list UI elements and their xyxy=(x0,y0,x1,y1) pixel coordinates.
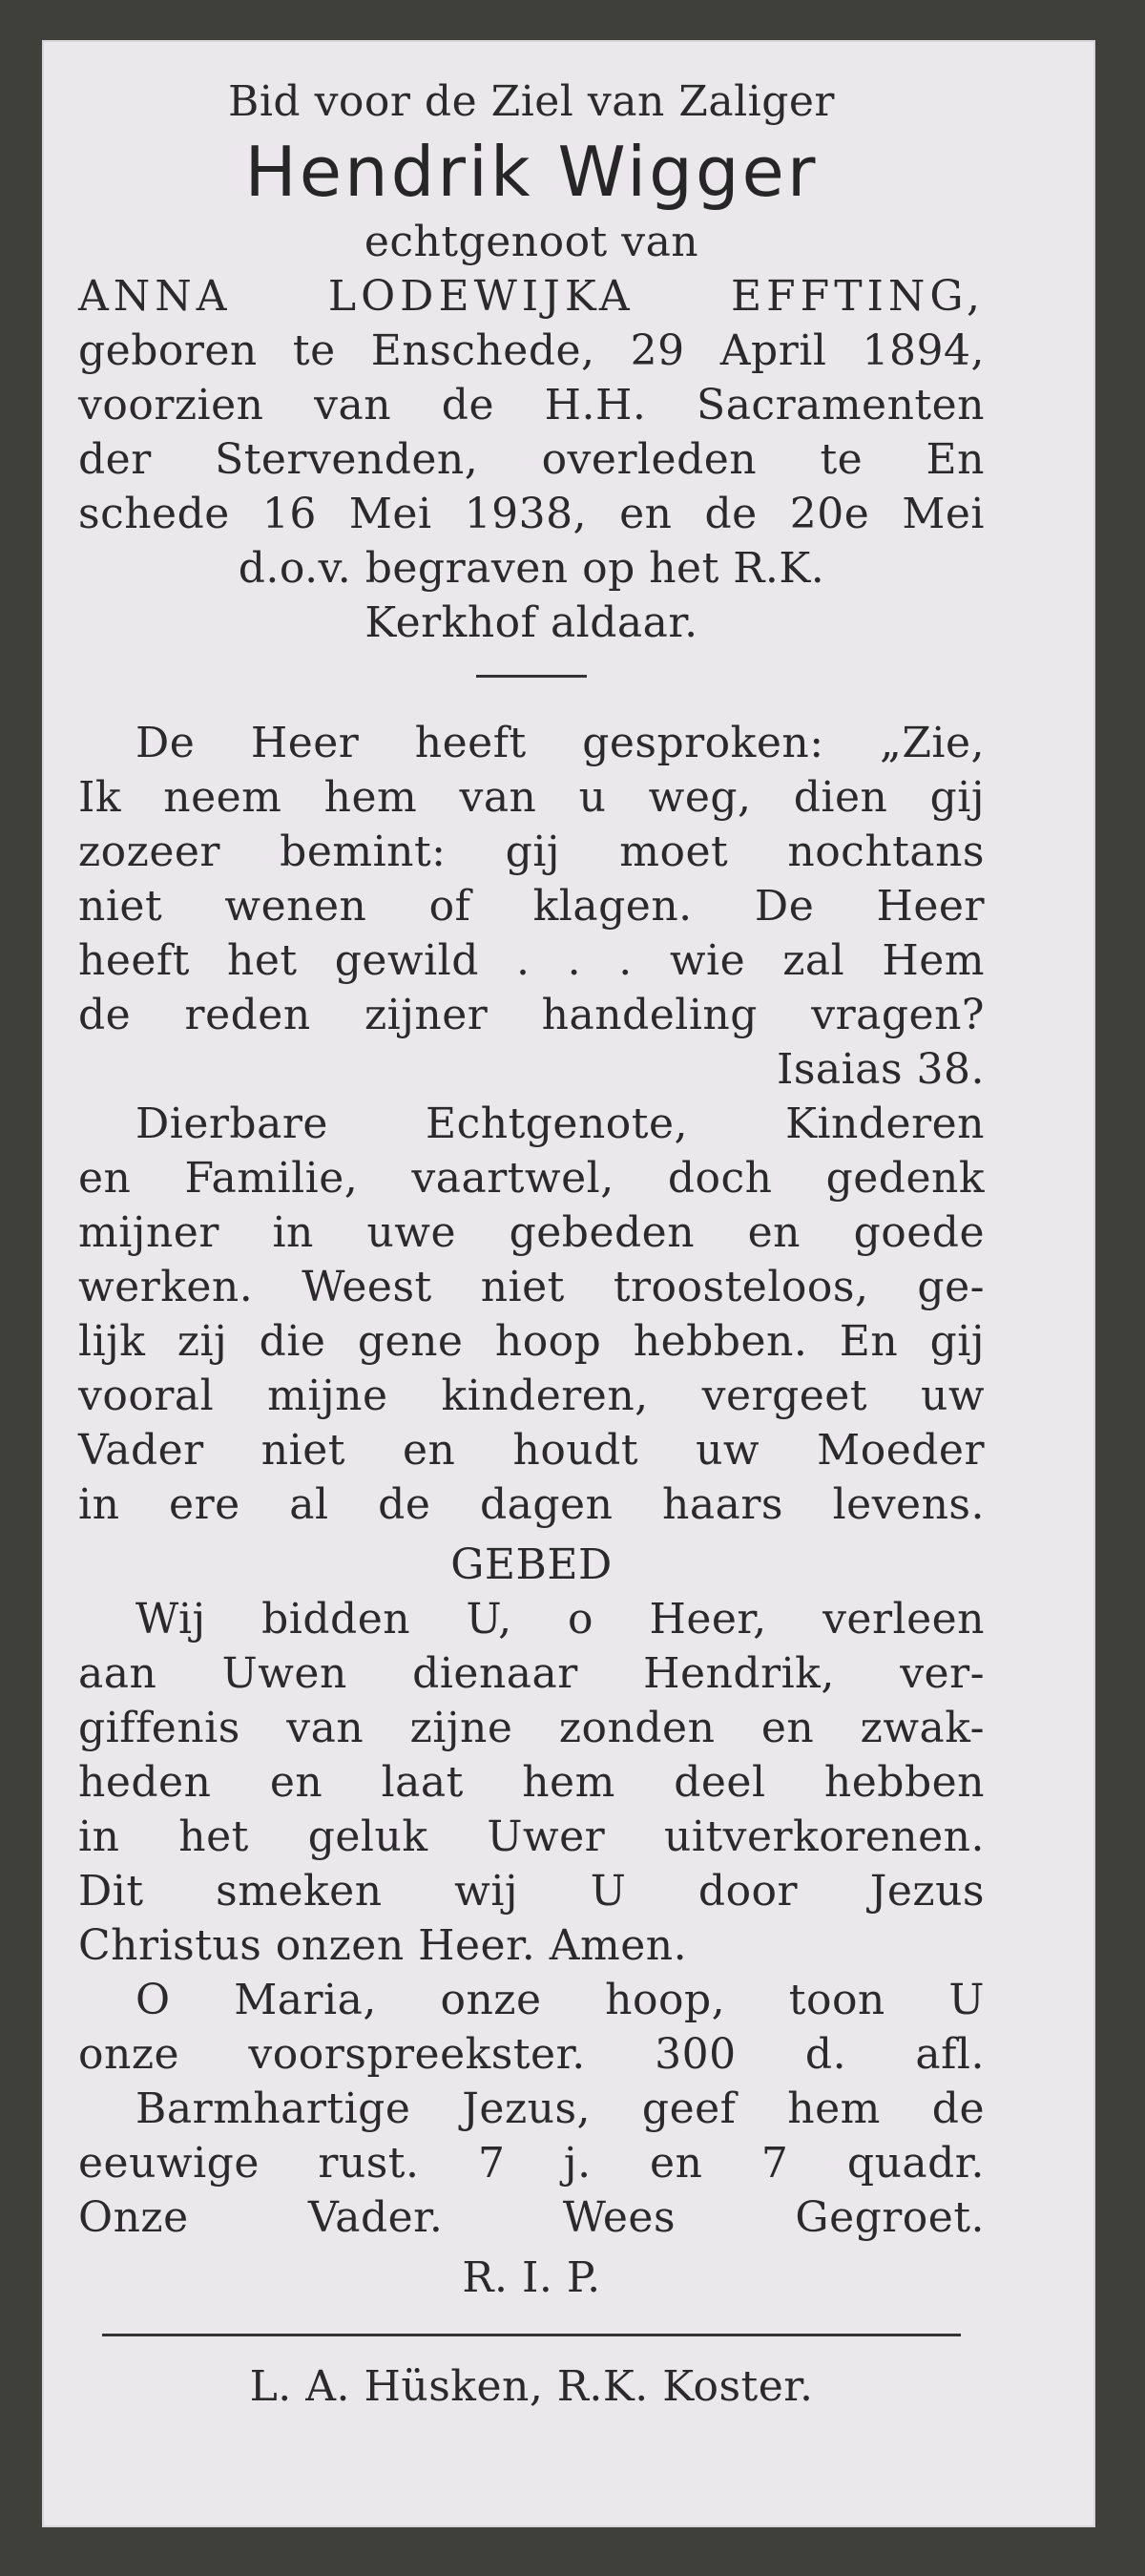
divider-short xyxy=(476,675,587,678)
card-text xyxy=(78,74,985,2414)
prayer-line: Wij bidden U, o Heer, verleen xyxy=(135,1595,985,1644)
farewell-line: werken. Weest niet troosteloos, ge- xyxy=(78,1263,985,1311)
rip-text: R. I. P. xyxy=(462,2253,601,2302)
intro-line: voorzien van de H.H. Sacramenten xyxy=(78,381,985,429)
invocation-line: onze voorspreekster. 300 d. afl. xyxy=(78,2030,985,2079)
prayer-line: Dit smeken wij U door Jezus xyxy=(78,1867,985,1916)
quote-line: heeft het gewild . . . wie zal Hem xyxy=(78,936,985,985)
intro-line: echtgenoot van xyxy=(364,218,699,266)
card-header: Bid voor de Ziel van Zaliger xyxy=(228,77,835,126)
printer-credit: L. A. Hüsken, R.K. Koster. xyxy=(249,2362,814,2411)
farewell-line: Vader niet en houdt uw Moeder xyxy=(78,1426,985,1475)
invocation-line: Barmhartige Jezus, geef hem de xyxy=(135,2084,985,2133)
prayer-line: in het geluk Uwer uitverkorenen. xyxy=(78,1812,985,1861)
quote-line: zozeer bemint: gij moet nochtans xyxy=(78,827,985,876)
quote-line: de reden zijner handeling vragen? xyxy=(78,991,985,1039)
farewell-line: lijk zij die gene hoop hebben. En gij xyxy=(78,1317,985,1366)
intro-line: geboren te Enschede, 29 April 1894, xyxy=(78,326,985,375)
farewell-line: en Familie, vaartwel, doch gedenk xyxy=(78,1154,985,1203)
farewell-line: mijner in uwe gebeden en goede xyxy=(78,1208,985,1257)
intro-line: Kerkhof aldaar. xyxy=(364,598,698,647)
divider-long xyxy=(102,2334,961,2336)
farewell-line: vooral mijne kinderen, vergeet uw xyxy=(78,1372,985,1420)
intro-line: der Stervenden, overleden te En xyxy=(78,435,985,484)
spouse-name: ANNA LODEWIJKA EFFTING, xyxy=(78,272,985,321)
invocation-line: O Maria, onze hoop, toon U xyxy=(135,1976,985,2024)
farewell-line: in ere al de dagen haars levens. xyxy=(78,1480,985,1529)
invocation-line: eeuwige rust. 7 j. en 7 quadr. xyxy=(78,2139,985,2188)
prayer-title: GEBED xyxy=(450,1540,613,1589)
farewell-line: Dierbare Echtgenote, Kinderen xyxy=(135,1100,985,1148)
deceased-name: Hendrik Wigger xyxy=(244,132,819,212)
quote-line: Ik neem hem van u weg, dien gij xyxy=(78,773,985,822)
prayer-line: Christus onzen Heer. Amen. xyxy=(78,1921,688,1970)
prayer-line: giffenis van zijne zonden en zwak- xyxy=(78,1704,985,1752)
intro-line: d.o.v. begraven op het R.K. xyxy=(238,544,825,593)
quote-source: Isaias 38. xyxy=(776,1045,985,1094)
prayer-line: aan Uwen dienaar Hendrik, ver- xyxy=(78,1649,985,1698)
intro-line: schede 16 Mei 1938, en de 20e Mei xyxy=(78,490,985,538)
prayer-line: heden en laat hem deel hebben xyxy=(78,1758,985,1807)
invocation-line: Onze Vader. Wees Gegroet. xyxy=(78,2193,985,2242)
quote-line: niet wenen of klagen. De Heer xyxy=(78,882,985,931)
quote-line: De Heer heeft gesproken: „Zie, xyxy=(135,719,985,767)
